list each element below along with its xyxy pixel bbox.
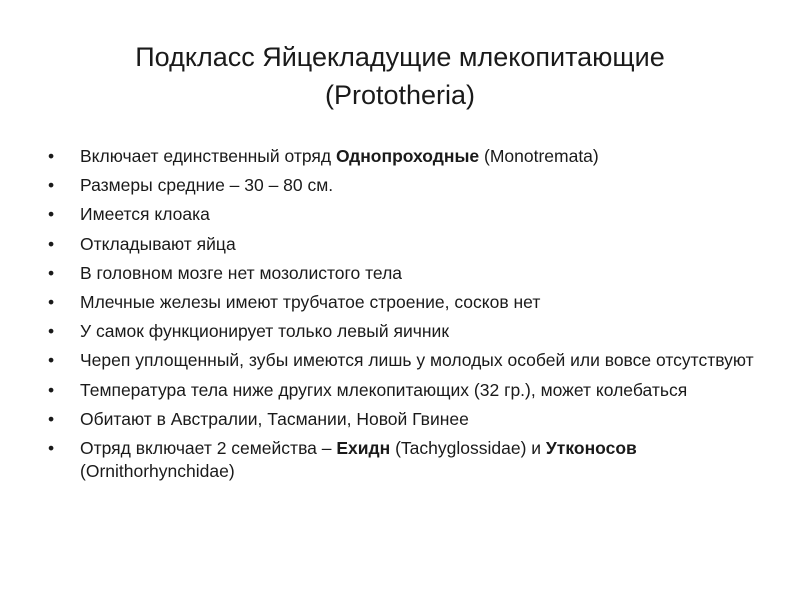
- bullet-text: Имеется клоака: [80, 204, 210, 225]
- bullet-text: Отряд включает 2 семейства –: [80, 437, 337, 458]
- bullet-item: [40, 291, 760, 314]
- bullet-marker: •: [48, 262, 55, 283]
- bullet-item: [40, 437, 760, 483]
- bullet-item: [40, 320, 760, 343]
- bullet-item: [40, 379, 760, 402]
- bullet-marker: •: [48, 321, 55, 342]
- bullet-bold-text: Утконосов: [545, 437, 637, 458]
- bullet-marker: •: [48, 408, 55, 429]
- bullet-text: В головном мозге нет мозолистого тела: [80, 262, 403, 283]
- bullet-item: [40, 262, 760, 285]
- bullet-marker: •: [48, 437, 55, 458]
- bullet-list: [40, 145, 760, 489]
- bullet-item: [40, 233, 760, 256]
- slide-title: [60, 38, 740, 114]
- bullet-bold-text: Однопроходные: [335, 146, 480, 166]
- bullet-marker: •: [48, 146, 55, 166]
- bullet-text: Обитают в Австралии, Тасмании, Новой Гвинее: [80, 408, 469, 429]
- bullet-text: (Monotremata): [479, 146, 599, 166]
- bullet-item: [40, 203, 760, 226]
- bullet-marker: •: [48, 291, 55, 312]
- bullet-bold-text: Ехидн: [336, 437, 391, 458]
- bullet-text: Череп уплощенный, зубы имеются лишь у молодых особей или вовсе отсутствуют: [80, 350, 754, 371]
- bullet-marker: •: [48, 350, 55, 371]
- bullet-item: [40, 349, 760, 372]
- bullet-marker: •: [48, 204, 55, 225]
- slide-title-line-2: (Prototheria): [324, 80, 476, 110]
- bullet-marker: •: [48, 379, 55, 400]
- bullet-item: [40, 174, 760, 197]
- bullet-text: Температура тела ниже других млекопитающих (32 гр.), может колебаться: [80, 379, 688, 400]
- bullet-item: [40, 408, 760, 431]
- bullet-marker: •: [48, 233, 55, 254]
- bullet-text: У самок функционирует только левый яичник: [80, 321, 449, 342]
- bullet-text: (Ornithorhynchidae): [80, 460, 235, 481]
- slide-title-line-1: Подкласс Яйцекладущие млекопитающие: [135, 42, 665, 72]
- bullet-text: Размеры средние – 30 – 80 см.: [80, 175, 334, 196]
- bullet-text: (Tachyglossidae) и: [390, 437, 546, 458]
- bullet-text: Откладывают яйца: [80, 233, 236, 254]
- bullet-text: Включает единственный отряд: [80, 146, 336, 166]
- bullet-marker: •: [48, 175, 55, 196]
- bullet-item: [40, 145, 760, 168]
- bullet-text: Млечные железы имеют трубчатое строение, сосков нет: [80, 291, 541, 312]
